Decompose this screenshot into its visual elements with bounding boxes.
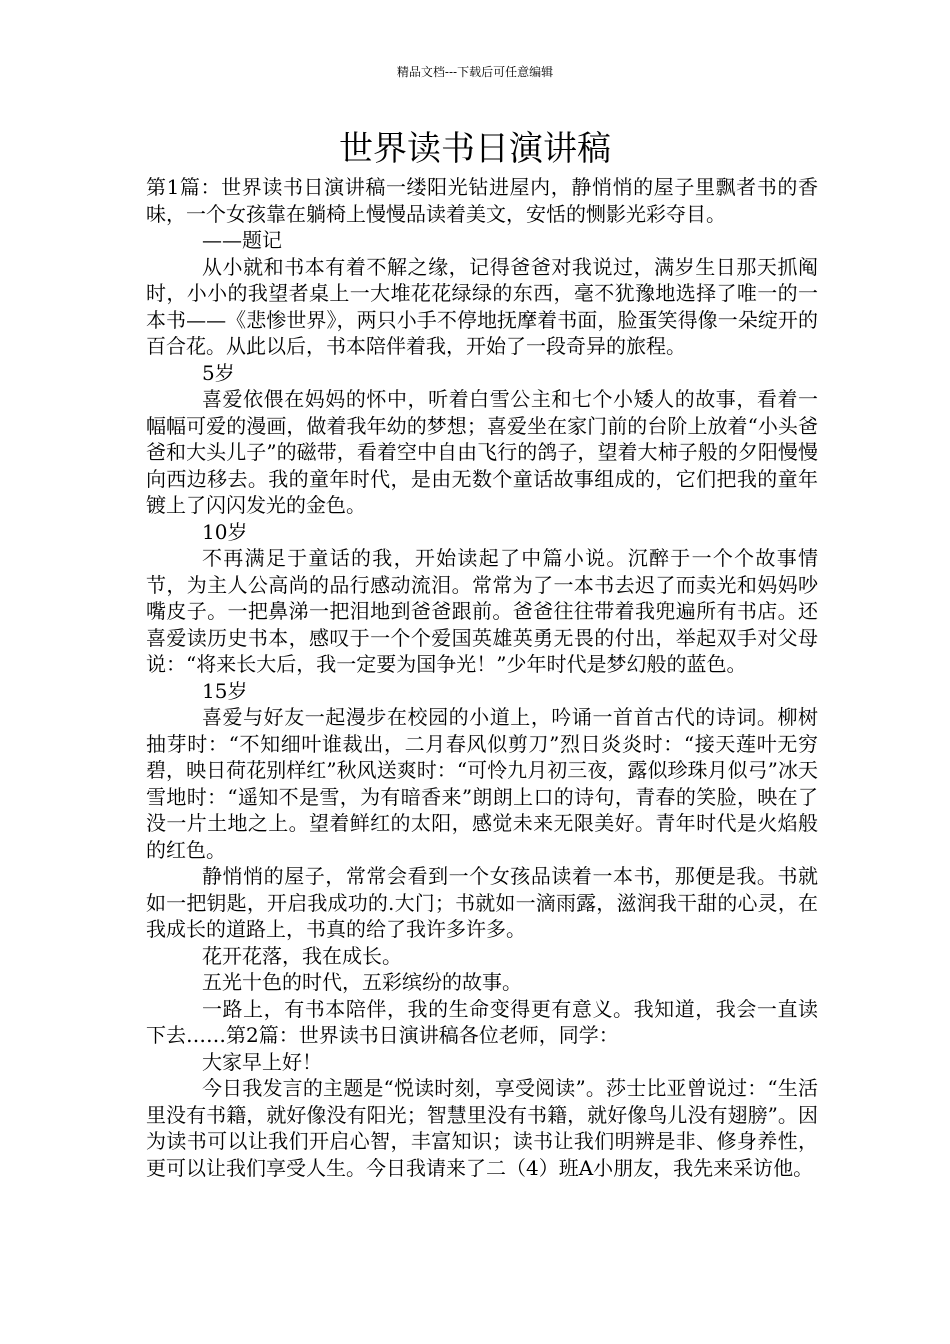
section-heading-age-15: 15岁 [202, 678, 248, 703]
paragraph-epigraph: ——题记 [202, 228, 282, 252]
paragraph-12: 五光十色的时代，五彩缤纷的故事。 [202, 970, 522, 994]
document-title: 世界读书日演讲稿 [339, 129, 611, 169]
section-heading-age-10: 10岁 [202, 519, 248, 544]
paragraph-5: 喜爱依偎在妈妈的怀中，听着白雪公主和七个小矮人的故事，看着一幅幅可爱的漫画，做着我年幼的梦想；喜爱坐在家门前的台阶上放着“小头爸爸和大头儿子”的磁带，看着空中自由飞行的鸽子，望着大柿子般的夕阳慢慢向西边移去。我的童年时代，是由无数个童话故事组成的，它们把我的童年镀上了闪闪发光的金色。 [146, 387, 818, 517]
paragraph-15: 今日我发言的主题是“悦读时刻，享受阅读”。莎士比亚曾说过：“生活里没有书籍，就好像没有阳光；智慧里没有书籍，就好像鸟儿没有翅膀”。因为读书可以让我们开启心智，丰富知识；读书让我们明辨是非、修身养性，更可以让我们享受人生。今日我请来了二（4）班A小朋友，我先来采访他。 [146, 1076, 818, 1180]
paragraph-1: 第1篇：世界读书日演讲稿一缕阳光钻进屋内，静悄悄的屋子里飘者书的香味，一个女孩靠在躺椅上慢慢品读着美文，安恬的恻影光彩夺目。 [146, 175, 818, 226]
paragraph-10: 静悄悄的屋子，常常会看到一个女孩品读着一本书，那便是我。书就如一把钥匙，开启我成功的.大门；书就如一滴雨露，滋润我干甜的心灵，在我成长的道路上，书真的给了我许多许多。 [146, 864, 818, 941]
paragraph-13: 一路上，有书本陪伴，我的生命变得更有意义。我知道，我会一直读下去……第2篇：世界读书日演讲稿各位老师，同学： [146, 996, 818, 1047]
paragraph-3: 从小就和书本有着不解之缘，记得爸爸对我说过，满岁生日那天抓阄时，小小的我望者桌上一大堆花花绿绿的东西，毫不犹豫地选择了唯一的一本书——《悲惨世界》，两只小手不停地抚摩着书面，脸蛋笑得像一朵绽开的百合花。从此以后，书本陪伴着我，开始了一段奇异的旅程。 [146, 254, 818, 358]
section-heading-age-5: 5岁 [202, 360, 235, 385]
paragraph-7: 不再满足于童话的我，开始读起了中篇小说。沉醉于一个个故事情节，为主人公高尚的品行感动流泪。常常为了一本书去迟了而卖光和妈妈吵嘴皮子。一把鼻涕一把泪地到爸爸跟前。爸爸往往带着我兜遍所有书店。还喜爱读历史书本，感叹于一个个爱国英雄英勇无畏的付出，举起双手对父母说：“将来长大后，我一定要为国争光！”少年时代是梦幻般的蓝色。 [146, 546, 818, 676]
paragraph-14: 大家早上好！ [202, 1049, 322, 1074]
document-body [146, 174, 818, 1181]
header-note: 精品文档---下载后可任意编辑 [396, 65, 554, 79]
paragraph-11: 花开花落，我在成长。 [202, 943, 402, 968]
paragraph-9: 喜爱与好友一起漫步在校园的小道上，吟诵一首首古代的诗词。柳树抽芽时：“不知细叶谁裁出，二月春风似剪刀”烈日炎炎时：“接天莲叶无穷碧，映日荷花别样红”秋风送爽时：“可怜九月初三夜，露似珍珠月似弓”冰天雪地时：“遥知不是雪，为有暗香来”朗朗上口的诗句，青春的笑脸，映在了没一片土地之上。望着鲜红的太阳，感觉未来无限美好。青年时代是火焰般的红色。 [146, 705, 818, 862]
